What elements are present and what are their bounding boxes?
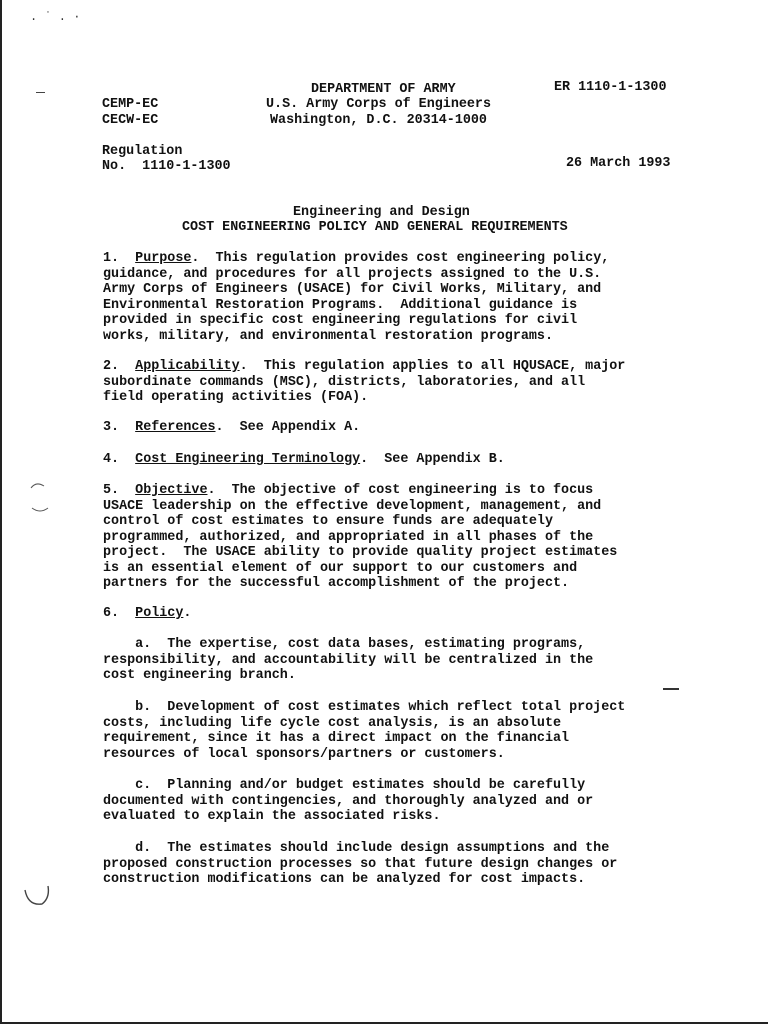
- section-heading: Cost Engineering Terminology: [135, 452, 361, 467]
- subparagraph-text: b. Development of cost estimates which reflect total project costs, including life cycle cost analysis, is an absolute requirement, since it has a direct impact on the financial resources of local sponsors/partners or customers.: [103, 700, 626, 762]
- title-line-1: Engineering and Design: [293, 205, 470, 220]
- punch-hole-mark-upper: [22, 478, 56, 518]
- policy-subparagraph-b: [103, 700, 693, 762]
- office-symbol-1: CEMP-EC: [102, 97, 159, 112]
- office-symbol-2: CECW-EC: [102, 113, 159, 128]
- section-first-line: . The objective of cost engineering is to focus: [207, 483, 594, 498]
- section-number: 2.: [103, 359, 120, 374]
- subparagraph-text: c. Planning and/or budget estimates should be carefully documented with contingencies, and thoroughly analyzed and or evaluated to explain the associated risks.: [103, 778, 594, 824]
- section-terminology: [103, 452, 693, 468]
- section-number: 1.: [103, 251, 120, 266]
- section-heading: Objective: [135, 483, 208, 498]
- section-heading: Policy: [135, 606, 184, 621]
- section-objective: [103, 483, 693, 592]
- agency-name: U.S. Army Corps of Engineers: [266, 97, 491, 112]
- section-first-line: . See Appendix B.: [360, 452, 505, 467]
- regulation-number: No. 1110-1-1300: [102, 159, 231, 174]
- department-name: DEPARTMENT OF ARMY: [311, 82, 456, 97]
- section-first-line: . This regulation provides cost engineering policy,: [191, 251, 610, 266]
- scan-specks: . ˙ . ·: [30, 10, 81, 24]
- section-number: 5.: [103, 483, 120, 498]
- subparagraph-text: a. The expertise, cost data bases, estimating programs, responsibility, and accountability will be centralized in the cost engineering branch.: [103, 637, 594, 683]
- section-body: subordinate commands (MSC), districts, laboratories, and all field operating activities (FOA).: [103, 374, 586, 405]
- policy-subparagraph-d: [103, 841, 693, 888]
- policy-subparagraph-a: [103, 637, 693, 684]
- section-number: 6.: [103, 606, 120, 621]
- regulation-id: ER 1110-1-1300: [554, 80, 667, 95]
- scan-dash: [36, 92, 45, 93]
- subparagraph-text: d. The estimates should include design assumptions and the proposed construction processes so that future design changes or construction modifications can be analyzed for cost impacts.: [103, 841, 618, 887]
- section-body: guidance, and procedures for all projects assigned to the U.S. Army Corps of Engineers (USACE) for Civil Works, Military, and Environmental Restoration Programs. Additional guidance is provided in specific cost engineering regulations for civil works, military, and environmental restoration programs.: [103, 266, 602, 344]
- regulation-label: Regulation: [102, 144, 183, 159]
- section-heading: Applicability: [135, 359, 240, 374]
- section-policy: [103, 606, 693, 622]
- regulation-date: 26 March 1993: [566, 156, 671, 171]
- section-number: 4.: [103, 452, 120, 467]
- section-body: USACE leadership on the effective development, management, and control of cost estimates to ensure funds are adequately programmed, authorized, and appropriated in all phases of the project. The USACE ability to provide quality project estimates is an essential element of our support to our customers and partners for the successful accomplishment of the project.: [103, 498, 618, 591]
- section-heading: Purpose: [135, 251, 192, 266]
- section-first-line: . This regulation applies to all HQUSACE, major: [239, 359, 626, 374]
- section-heading: References: [135, 420, 216, 435]
- section-first-line: .: [183, 606, 192, 621]
- agency-address: Washington, D.C. 20314-1000: [270, 113, 487, 128]
- section-first-line: . See Appendix A.: [215, 420, 361, 435]
- section-number: 3.: [103, 420, 120, 435]
- policy-subparagraph-c: [103, 778, 693, 825]
- section-purpose: [103, 251, 693, 344]
- section-references: [103, 420, 693, 436]
- punch-hole-mark-lower: [20, 880, 54, 912]
- title-line-2: COST ENGINEERING POLICY AND GENERAL REQUIREMENTS: [182, 220, 568, 235]
- section-applicability: [103, 359, 693, 406]
- margin-rule: [663, 688, 679, 690]
